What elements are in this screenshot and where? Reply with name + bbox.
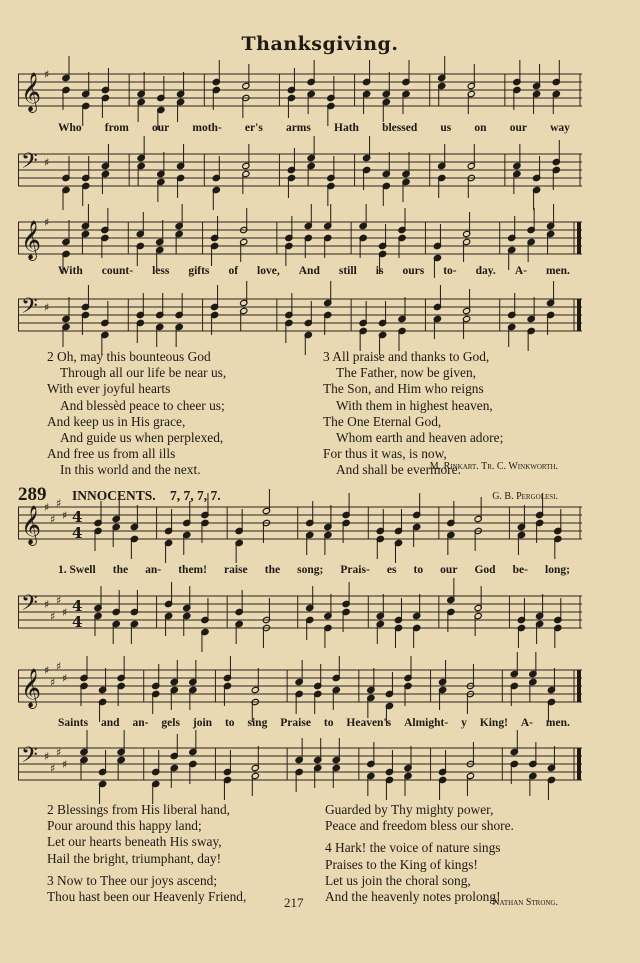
lyric-syllable: Saints bbox=[58, 717, 89, 729]
lyric-syllable: With bbox=[58, 265, 83, 277]
verse-line: For thus it was, is now, bbox=[323, 446, 447, 462]
lyric-syllable: gels bbox=[161, 717, 180, 729]
lyric-syllable: day. bbox=[475, 265, 496, 277]
tune-name: INNOCENTS. bbox=[72, 488, 156, 503]
lyric-syllable: be- bbox=[512, 564, 528, 576]
verse-3 bbox=[47, 873, 246, 905]
verse-line: Guarded by Thy mighty power, bbox=[325, 802, 494, 817]
sharp-icon: ♯ bbox=[44, 216, 50, 229]
author-credit: Nathan Strong. bbox=[492, 897, 558, 908]
lyric-syllable: less bbox=[152, 265, 170, 277]
lyric-syllable: Praise bbox=[280, 717, 311, 729]
time-signature: 4 bbox=[72, 524, 83, 542]
page-title: Thanksgiving. bbox=[241, 33, 399, 55]
sharp-icon: ♯ bbox=[50, 676, 56, 689]
treble-staff bbox=[18, 218, 582, 258]
lyric-syllable: to- bbox=[443, 265, 457, 277]
verse-line: Let us join the choral song, bbox=[325, 872, 471, 888]
verse-line: Thou hast been our Heavenly Friend, bbox=[47, 889, 247, 905]
sharp-icon: ♯ bbox=[56, 497, 62, 510]
time-signature: 4 bbox=[72, 597, 83, 615]
lyric-syllable: still bbox=[338, 265, 357, 277]
treble-clef-icon: 𝄞 bbox=[21, 220, 42, 260]
verse-line: The One Eternal God, bbox=[323, 413, 442, 429]
lyric-syllable: join bbox=[192, 717, 213, 729]
lyric-syllable: is bbox=[375, 265, 384, 277]
lyric-syllable: the bbox=[112, 564, 129, 576]
sharp-icon: ♯ bbox=[56, 746, 62, 759]
treble-clef-icon: 𝄞 bbox=[21, 72, 42, 112]
verse-2 bbox=[47, 802, 246, 867]
treble-clef-icon: 𝄞 bbox=[21, 668, 42, 708]
treble-staff bbox=[18, 497, 582, 545]
lyric-syllable: Hath bbox=[334, 122, 359, 134]
lyric-syllable: men. bbox=[545, 717, 570, 729]
bass-clef-icon: 𝄢 bbox=[21, 591, 38, 621]
composer-credit: G. B. Pergolesi. bbox=[492, 491, 558, 502]
sharp-icon: ♯ bbox=[50, 762, 56, 775]
bass-clef-icon: 𝄢 bbox=[21, 294, 38, 324]
lyric-syllable: moth- bbox=[192, 122, 222, 134]
verse-line: And keep us in His grace, bbox=[47, 413, 186, 429]
lyric-syllable: to bbox=[224, 717, 235, 729]
sharp-icon: ♯ bbox=[44, 501, 50, 514]
lyric-syllable: an- bbox=[132, 717, 149, 729]
lyric-syllable: A- bbox=[514, 265, 527, 277]
lyric-syllable: count- bbox=[101, 265, 134, 277]
lyric-syllable: Heaven's bbox=[346, 717, 392, 729]
bass-staff bbox=[18, 592, 582, 632]
hymn-number: 289 bbox=[18, 484, 47, 505]
final-barline bbox=[577, 299, 581, 331]
lyric-syllable: gifts bbox=[188, 265, 210, 277]
verse-3-continued bbox=[325, 802, 514, 834]
verse-line: 4 Hark! the voice of nature sings bbox=[325, 840, 501, 856]
verse-3-4 bbox=[325, 802, 514, 905]
verse-line: Hail the bright, triumphant, day! bbox=[47, 850, 222, 866]
sharp-icon: ♯ bbox=[44, 664, 50, 677]
meter: 7, 7, 7, 7. bbox=[170, 488, 221, 503]
lyrics-line bbox=[58, 265, 570, 277]
verse-line: With them in highest heaven, bbox=[336, 397, 493, 413]
final-barline bbox=[577, 222, 581, 254]
lyrics-line bbox=[58, 122, 570, 134]
lyric-syllable: Prais- bbox=[340, 564, 370, 576]
lyric-syllable: us bbox=[440, 122, 452, 134]
lyric-syllable: on bbox=[474, 122, 487, 134]
lyric-syllable: men. bbox=[545, 265, 570, 277]
verse-line: The Son, and Him who reigns bbox=[323, 381, 484, 397]
sharp-icon: ♯ bbox=[62, 672, 68, 685]
verse-line: 3 All praise and thanks to God, bbox=[323, 349, 490, 364]
verse-line: 2 Blessings from His liberal hand, bbox=[47, 802, 230, 817]
verse-line: The Father, now be given, bbox=[336, 365, 477, 381]
time-signature: 4 bbox=[72, 508, 83, 526]
verse-line: Through all our life be near us, bbox=[60, 365, 227, 381]
sharp-icon: ♯ bbox=[44, 156, 50, 169]
time-signature: 4 bbox=[72, 613, 83, 631]
lyric-syllable: long; bbox=[545, 564, 570, 576]
sharp-icon: ♯ bbox=[50, 513, 56, 526]
sharp-icon: ♯ bbox=[44, 68, 50, 81]
lyric-syllable: way bbox=[550, 122, 570, 134]
treble-staff bbox=[18, 660, 582, 708]
sharp-icon: ♯ bbox=[56, 660, 62, 673]
lyric-syllable: er's bbox=[244, 122, 263, 134]
bass-clef-icon: 𝄢 bbox=[21, 743, 38, 773]
lyric-syllable: A- bbox=[520, 717, 533, 729]
verse-line: Peace and freedom bless our shore. bbox=[325, 818, 514, 834]
verse-4 bbox=[325, 840, 514, 905]
verse-line: 3 Now to Thee our joys ascend; bbox=[47, 872, 218, 888]
lyric-syllable: the bbox=[264, 564, 281, 576]
verse-line: In this world and the next. bbox=[60, 462, 201, 478]
sharp-icon: ♯ bbox=[56, 594, 62, 607]
verse-line: Praises to the King of kings! bbox=[325, 856, 478, 872]
verse-2-3 bbox=[47, 802, 246, 905]
lyric-syllable: of bbox=[228, 265, 239, 277]
verse-line: And blessèd peace to cheer us; bbox=[60, 397, 225, 413]
sharp-icon: ♯ bbox=[62, 509, 68, 522]
treble-staff bbox=[18, 70, 582, 110]
verse-line: And guide us when perplexed, bbox=[60, 430, 224, 446]
sharp-icon: ♯ bbox=[44, 301, 50, 314]
verse-2 bbox=[47, 349, 226, 479]
verse-line: 2 Oh, may this bounteous God bbox=[47, 349, 211, 364]
lyric-syllable: our bbox=[152, 122, 170, 134]
bass-staff bbox=[18, 295, 582, 335]
verse-line: With ever joyful hearts bbox=[47, 381, 171, 397]
lyric-syllable: y bbox=[461, 717, 467, 729]
lyric-syllable: Almight- bbox=[404, 717, 449, 729]
lyric-syllable: song; bbox=[297, 564, 324, 576]
verse-line: And the heavenly notes prolong! bbox=[325, 889, 501, 905]
verse-3 bbox=[323, 349, 503, 479]
lyric-syllable: and bbox=[100, 717, 120, 729]
lyric-syllable: 1. Swell bbox=[58, 564, 96, 576]
sharp-icon: ♯ bbox=[62, 606, 68, 619]
lyric-syllable: God bbox=[474, 564, 496, 576]
final-barline bbox=[577, 748, 581, 780]
bass-staff bbox=[18, 150, 582, 190]
lyric-syllable: to bbox=[413, 564, 424, 576]
lyric-syllable: ours bbox=[402, 265, 425, 277]
author-credit: M. Rinkart. Tr. C. Winkworth. bbox=[429, 461, 558, 472]
lyric-syllable: Who bbox=[58, 122, 82, 134]
verse-line: Pour around this happy land; bbox=[47, 818, 202, 834]
lyric-syllable: our bbox=[440, 564, 458, 576]
lyric-syllable: And bbox=[298, 265, 320, 277]
sharp-icon: ♯ bbox=[44, 750, 50, 763]
page-number: 217 bbox=[284, 895, 304, 910]
bass-clef-icon: 𝄢 bbox=[21, 149, 38, 179]
lyrics-line bbox=[58, 564, 570, 576]
sharp-icon: ♯ bbox=[44, 598, 50, 611]
verse-line: Let our hearts beneath His sway, bbox=[47, 834, 222, 850]
sharp-icon: ♯ bbox=[62, 758, 68, 771]
lyric-syllable: from bbox=[104, 122, 129, 134]
sharp-icon: ♯ bbox=[50, 610, 56, 623]
lyric-syllable: to bbox=[323, 717, 334, 729]
lyric-syllable: blessed bbox=[382, 122, 418, 134]
verse-line: And free us from all ills bbox=[47, 446, 176, 462]
lyrics-line bbox=[58, 717, 570, 729]
lyric-syllable: arms bbox=[285, 122, 311, 134]
treble-clef-icon: 𝄞 bbox=[21, 505, 42, 545]
verse-line: Whom earth and heaven adore; bbox=[336, 430, 504, 446]
lyric-syllable: our bbox=[509, 122, 527, 134]
lyric-syllable: raise bbox=[224, 564, 248, 576]
lyric-syllable: an- bbox=[145, 564, 162, 576]
bass-staff bbox=[18, 744, 582, 784]
lyric-syllable: them! bbox=[178, 564, 207, 576]
lyric-syllable: King! bbox=[479, 717, 508, 729]
lyric-syllable: es bbox=[386, 564, 397, 576]
final-barline bbox=[577, 670, 581, 702]
lyric-syllable: sing bbox=[247, 717, 268, 729]
verse-line: And shall be evermore. bbox=[336, 462, 461, 478]
lyric-syllable: love, bbox=[257, 265, 280, 277]
